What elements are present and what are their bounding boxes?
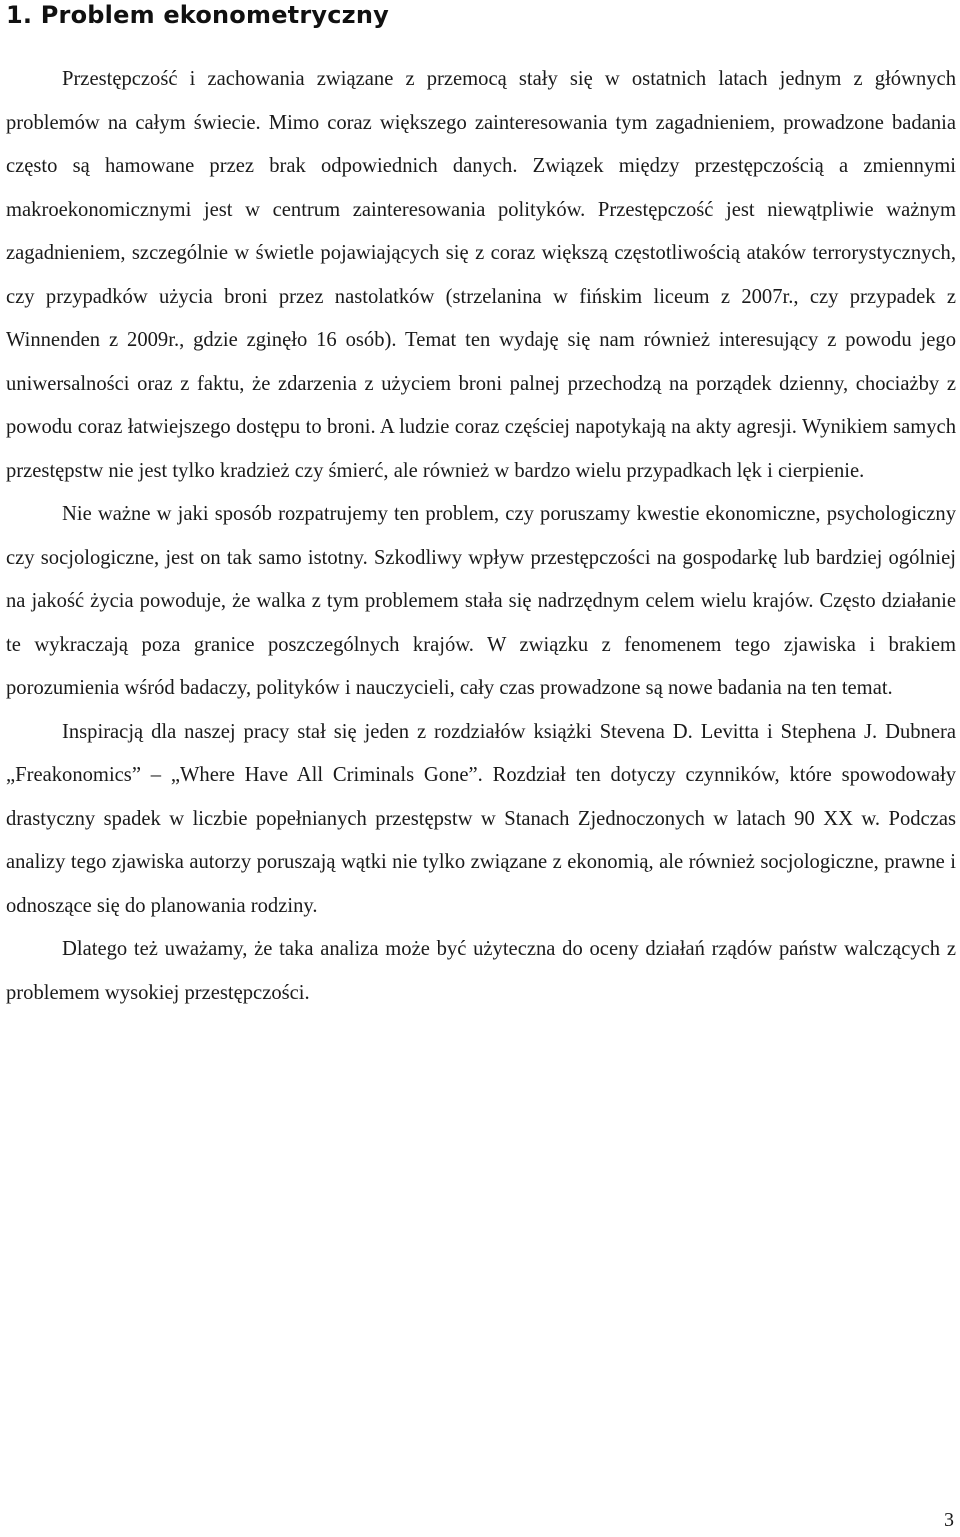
section-heading: 1. Problem ekonometryczny [6, 1, 389, 29]
paragraph-2: Nie ważne w jaki sposób rozpatrujemy ten problem, czy poruszamy kwestie ekonomiczne, psychologiczny czy socjologiczne, jest on tak samo istotny. Szkodliwy wpływ przestępczości na gospodarkę lub bardziej ogólniej na jakość życia powoduje, że walka z tym problemem stała się nadrzędnym celem wielu krajów. Często działanie te wykraczają poza granice poszczególnych krajów. W związku z fenomenem tego zjawiska i brakiem porozumienia wśród badaczy, polityków i nauczycieli, cały czas prowadzone są nowe badania na ten temat. [6, 503, 956, 699]
body-text [6, 58, 956, 1015]
page-number: 3 [944, 1509, 954, 1531]
paragraph-1: Przestępczość i zachowania związane z przemocą stały się w ostatnich latach jednym z głównych problemów na całym świecie. Mimo coraz większego zainteresowania tym zagadnieniem, prowadzone badania często są hamowane przez brak odpowiednich danych. Związek między przestępczością a zmiennymi makroekonomicznymi jest w centrum zainteresowania polityków. Przestępczość jest niewątpliwie ważnym zagadnieniem, szczególnie w świetle pojawiających się z coraz większą częstotliwością ataków terrorystycznych, czy przypadków użycia broni przez nastolatków (strzelanina w fińskim liceum z 2007r., czy przypadek z Winnenden z 2009r., gdzie zginęło 16 osób). Temat ten wydaję się nam również interesujący z powodu jego uniwersalności oraz z faktu, że zdarzenia z użyciem broni palnej przechodzą na porządek dzienny, chociażby z powodu coraz łatwiejszego dostępu to broni. A ludzie coraz częściej napotykają na akty agresji. Wynikiem samych przestępstw nie jest tylko kradzież czy śmierć, ale również w bardzo wielu przypadkach lęk i cierpienie. [6, 68, 956, 482]
paragraph-4: Dlatego też uważamy, że taka analiza może być użyteczna do oceny działań rządów państw walczących z problemem wysokiej przestępczości. [6, 938, 956, 1004]
paragraph-3: Inspiracją dla naszej pracy stał się jeden z rozdziałów książki Stevena D. Levitta i Stephena J. Dubnera „Freakonomics” – „Where Have All Criminals Gone”. Rozdział ten dotyczy czynników, które spowodowały drastyczny spadek w liczbie popełnianych przestępstw w Stanach Zjednoczonych w latach 90 XX w. Podczas analizy tego zjawiska autorzy poruszają wątki nie tylko związane z ekonomią, ale również socjologiczne, prawne i odnoszące się do planowania rodziny. [6, 720, 956, 917]
